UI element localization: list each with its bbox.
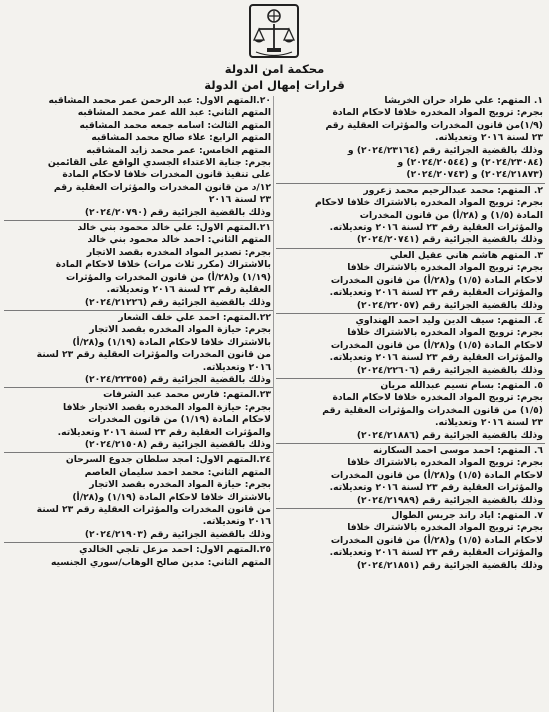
case-text-line: بجرم: حيازة المواد المخدره بقصد الاتجار — [89, 324, 271, 336]
case-text-line: بجرم: حيازة المواد المخدره بقصد الاتجار خلافا — [63, 401, 271, 413]
entry-separator — [276, 508, 545, 509]
case-text-line: لاحكام المادة (١/٥) و(٢٨/أ) من قانون المخدرات — [330, 274, 543, 286]
case-text-line: وذلك بالقضية الجزائية رقم (٢٠٢٤/٢١٥٠٨) — [84, 438, 271, 450]
case-text-line: بالاشتراك (مكرر ثلاث مرات) خلافا لاحكام المادة — [55, 259, 271, 271]
case-text-line: وذلك بالقضية الجزائية رقم (٢٠٢٤/٢٢٠٥٧) — [356, 299, 543, 311]
entry-separator — [276, 248, 545, 249]
case-text-line: بجرم: ترويج المواد المخدره بالاشتراك خلافا — [347, 262, 543, 274]
entry-separator — [276, 183, 545, 184]
case-text-line: والمؤثرات العقلية رقم ٢٣ لسنة ٢٠١٦ وتعديلاته. — [329, 222, 543, 234]
case-entry — [4, 312, 273, 386]
case-entry — [276, 315, 545, 377]
case-text-line: ٢٣ لسنة ٢٠١٦ وتعديلاته. — [435, 132, 543, 144]
case-text-line: بجرم: ترويج المواد المخدره بالاشتراك خلافا — [347, 327, 543, 339]
defendant-line: ١. المتهم: علي طراد حران الخريشا — [384, 95, 543, 106]
case-entry — [4, 222, 273, 309]
case-text-line: بجرم: ترويج المواد المخدره بالاشتراك خلافا — [347, 522, 543, 534]
page-subtitle: قرارات إمهال امن الدولة — [204, 78, 345, 92]
case-text-line: بالاشتراك خلافا لاحكام المادة (١/١٩) و(٢٨/أ) — [72, 336, 271, 348]
case-entry — [276, 250, 545, 312]
case-text-line: والمؤثرات العقلية رقم ٢٣ لسنة ٢٠١٦ وتعديلاته. — [57, 426, 271, 438]
case-text-line: المادة (١/٥) و (٢٨/أ) من قانون المخدرات — [359, 209, 543, 221]
case-text-line: بجرم: ترويج المواد المخدره خلافا لاحكام المادة — [332, 107, 543, 119]
case-entry — [4, 454, 273, 541]
entry-separator — [4, 310, 273, 311]
case-text-line: المتهم الثاني: عبد الله عمر محمد المشاقبه — [77, 107, 271, 119]
case-text-line: وذلك بالقضية الجزائية رقم (٢٠٢٤/٢١٢٢٦) — [84, 296, 271, 308]
case-text-line: وذلك بالقضية الجزائية رقم (٢٠٢٤/٢٠٧٤١) — [356, 234, 543, 246]
case-entry — [276, 95, 545, 182]
case-text-line: بجرم: حيازة المواد المخدره بقصد الاتجار — [89, 479, 271, 491]
defendant-line: ٢٠.المتهم الاول: عبد الرحمن عمر محمد المشاقبه — [48, 95, 271, 106]
defendant-line: ٢٢.المتهم: احمد علي خلف الشعار — [118, 311, 271, 323]
case-text-line: من قانون المخدرات والمؤثرات العقلية رقم ٢٣ لسنة — [36, 349, 271, 361]
case-text-line: ١٢/د من قانون المخدرات والمؤثرات العقلية رقم — [53, 181, 271, 193]
case-text-line: وذلك بالقضية الجزائية رقم (٢٠٢٤/٢١٨٥١) — [356, 559, 543, 571]
case-text-line: بجرم: ترويج المواد المخدره بالاشتراك خلافا لاحكام — [315, 197, 543, 209]
case-text-line: (١/٥) من قانون المخدرات والمؤثرات العقلية رقم — [322, 404, 543, 416]
entry-separator — [4, 220, 273, 221]
case-entry — [276, 380, 545, 442]
case-text-line: بجرم: جناية الاعتداء الجسدي الواقع على القائمين — [47, 157, 271, 169]
defendant-line: ٤. المتهم: سيف الدين وليد احمد الهنداوي — [355, 314, 543, 326]
case-text-line: بالاشتراك خلافا لاحكام المادة (١/١٩) و(٢٨/أ) — [72, 491, 271, 503]
case-text-line: وذلك بالقضية الجزائية رقم (٢٠٢٤/٢٠٧٩٠) — [84, 206, 271, 218]
case-text-line: (١/٩)من قانون المخدرات والمؤثرات العقلية رقم — [325, 119, 543, 131]
scales-of-justice-emblem-icon — [247, 2, 301, 62]
entry-separator — [4, 452, 273, 453]
case-entry — [4, 95, 273, 219]
defendant-line: ٢٥.المتهم الاول: احمد مزعل تلجي الخالدي — [79, 544, 271, 556]
column-divider — [273, 96, 274, 712]
case-text-line: والمؤثرات العقلية رقم ٢٣ لسنة ٢٠١٦ وتعديلاته. — [329, 547, 543, 559]
case-text-line: وذلك بالقضية الجزائية رقم (٢٠٢٤/٢٢٦٠٦) — [356, 364, 543, 376]
entry-separator — [276, 313, 545, 314]
case-entry — [4, 544, 273, 569]
case-text-line: ٢٣ لسنة ٢٠١٦ وتعديلاته. — [435, 417, 543, 429]
case-text-line: وذلك بالقضية الجزائية رقم (٢٠٢٤/٢١٩٨٩) — [356, 494, 543, 506]
case-text-line: لاحكام المادة (١/٥) و(٢٨/أ) من قانون المخدرات — [330, 534, 543, 546]
case-text-line: (٢٠٢٤/٢١٨٧٣) و (٢٠٢٤/٢٠٧٤٣) — [406, 169, 543, 181]
case-text-line: لاحكام المادة (١/٥) و(٢٨/أ) من قانون المخدرات — [330, 339, 543, 351]
right-column — [276, 95, 545, 712]
case-text-line: وذلك بالقضية الجزائية رقم (٢٠٢٤/٢٣١٦٤) و — [347, 144, 543, 156]
case-entry — [276, 185, 545, 247]
entry-separator — [276, 443, 545, 444]
defendant-line: ٥. المتهم: بسام نسيم عبدالله مريان — [380, 379, 543, 391]
defendant-line: ٣. المتهم هاشم هاني عقيل العلي — [389, 249, 543, 261]
case-text-line: بجرم: ترويج المواد المخدره خلافا لاحكام المادة — [332, 392, 543, 404]
left-column — [4, 95, 273, 712]
case-text-line: المتهم الثالث: اسامه جمعه محمد المشاقبه — [79, 119, 271, 131]
case-text-line: ٢٠١٦ وتعديلاته. — [202, 361, 271, 373]
case-text-line: بجرم: ترويج المواد المخدره بالاشتراك خلافا — [347, 457, 543, 469]
page-header — [0, 0, 549, 95]
defendant-line: ٦. المتهم: احمد موسى احمد السكارنه — [373, 444, 543, 456]
case-entry — [276, 510, 545, 572]
case-text-line: (٢٠٢٤/٢٣٠٨٤) و (٢٠٢٤/٢٠٥٤٤) و — [397, 157, 543, 169]
defendant-line: ٢٣.المتهم: فارس محمد عبد الشرفات — [103, 389, 271, 401]
case-text-line: المتهم الثاني: احمد خالد محمود بني خالد — [87, 234, 271, 246]
case-entry — [4, 389, 273, 451]
case-text-line: المتهم الرابع: علاء صالح محمد المشاقبه — [91, 132, 271, 144]
case-text-line: المتهم الخامس: عمر محمد زايد المشاقبه — [86, 144, 271, 156]
defendant-line: ٧. المتهم: اياد راند جريس الطوال — [391, 510, 543, 521]
entry-separator — [276, 378, 545, 379]
case-text-line: لاحكام المادة (١/١٩) من قانون المخدرات — [88, 414, 271, 426]
case-entry — [276, 445, 545, 507]
case-text-line: والمؤثرات العقلية رقم ٢٣ لسنة ٢٠١٦ وتعديلاته. — [329, 482, 543, 494]
case-text-line: (١/١٩) و(٢٨/أ) من قانون المخدرات والمؤثرات — [65, 271, 271, 283]
case-text-line: وذلك بالقضية الجزائية رقم (٢٠٢٤/٢١٩٠٣) — [84, 528, 271, 540]
case-text-line: على تنفيذ قانون المخدرات خلافا لاحكام المادة — [62, 169, 271, 181]
defendant-line: ٢١.المتهم الاول: علي خالد محمود بني خالد — [77, 222, 271, 234]
case-text-line: المتهم الثاني: محمد احمد سليمان العاصم — [84, 466, 271, 478]
case-text-line: العقلية رقم ٢٣ لسنة ٢٠١٦ وتعديلاته. — [106, 284, 271, 296]
case-text-line: والمؤثرات العقلية رقم ٢٣ لسنة ٢٠١٦ وتعديلاته. — [329, 352, 543, 364]
defendant-line: ٢. المتهم: محمد عبدالرحيم محمد زعرور — [363, 184, 543, 196]
court-name: محكمة امن الدولة — [224, 62, 325, 76]
case-text-line: وذلك بالقضية الجزائية رقم (٢٠٢٤/٢٢٣٥٥) — [84, 373, 271, 385]
entry-separator — [4, 387, 273, 388]
case-text-line: ٢٠١٦ وتعديلاته. — [202, 516, 271, 528]
case-text-line: والمؤثرات العقلية رقم ٢٣ لسنة ٢٠١٦ وتعديلاته. — [329, 287, 543, 299]
case-text-line: ٢٣ لسنة ٢٠١٦ — [208, 194, 271, 206]
case-text-line: من قانون المخدرات والمؤثرات العقلية رقم ٢٣ لسنة — [36, 504, 271, 515]
defendant-line: ٢٤.المتهم الاول: امجد سلطان جدوع السرحان — [65, 454, 271, 466]
case-text-line: لاحكام المادة (١/٥) و(٢٨/أ) من قانون المخدرات — [330, 469, 543, 481]
case-text-line: المتهم الثاني: مدين صالح الوهاب/سوري الجنسيه — [50, 556, 271, 568]
case-text-line: وذلك بالقضية الجزائية رقم (٢٠٢٤/٢١٨٨٦) — [356, 429, 543, 441]
case-text-line: بجرم: تصدير المواد المخدره بقصد الاتجار — [86, 246, 271, 258]
entry-separator — [4, 542, 273, 543]
